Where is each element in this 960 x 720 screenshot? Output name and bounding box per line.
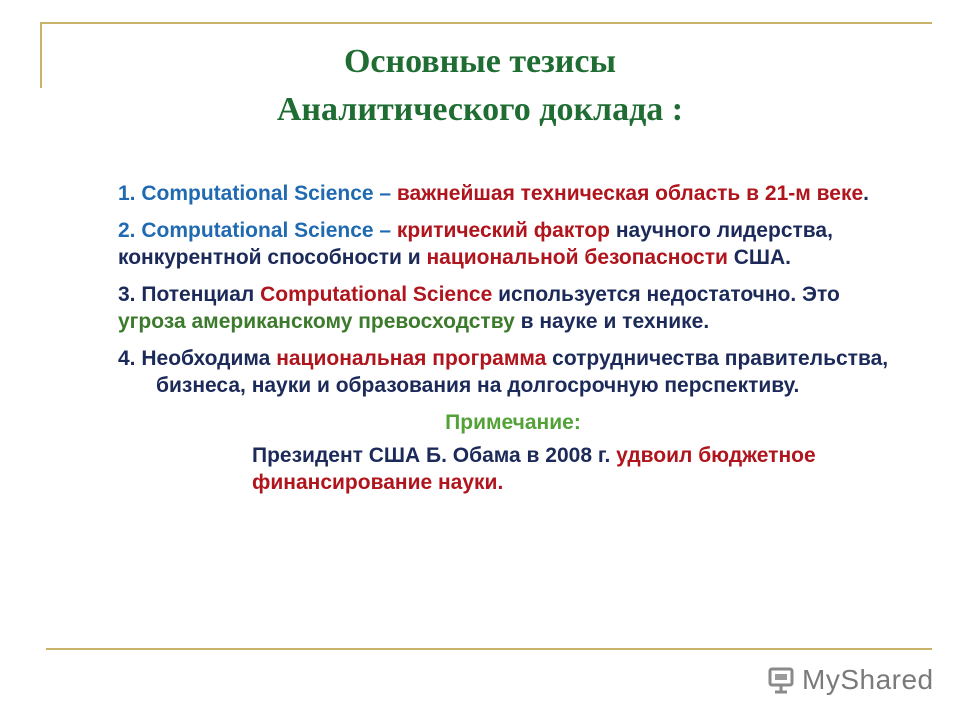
point-2-segment: научного лидерства, конкурентной способности и <box>118 219 833 269</box>
note-body <box>118 442 908 496</box>
point-3-segment: в науке и технике. <box>514 310 710 333</box>
bottom-divider <box>46 648 932 650</box>
title-line-1: Основные тезисы <box>343 43 617 80</box>
point-3 <box>118 281 908 335</box>
point-3-segment: Computational Science <box>260 283 493 306</box>
watermark-logo <box>766 660 934 700</box>
point-4-segment: сотрудничества правительства, бизнеса, науки и образования на долгосрочную перспективу. <box>156 347 889 397</box>
note-segment: удвоил бюджетное финансирование науки. <box>252 444 816 494</box>
point-1-segment: . <box>863 182 869 205</box>
point-2-segment: национальной безопасности <box>426 246 728 269</box>
point-2-segment: 2. Computational Science – <box>118 219 397 242</box>
point-3-segment: угроза американскому превосходству <box>118 310 515 333</box>
point-2-segment: критический фактор <box>396 219 611 242</box>
note-heading: Примечание: <box>445 411 581 434</box>
point-3-segment: 3. Потенциал <box>118 283 261 306</box>
note-segment: Президент США Б. Обама в 2008 г. <box>252 444 617 467</box>
presentation-screen-icon <box>766 665 796 695</box>
point-2 <box>118 217 908 271</box>
watermark-text: MyShared <box>802 664 934 695</box>
point-4-segment: 4. Необходима <box>118 347 277 370</box>
top-divider <box>40 22 932 24</box>
point-4 <box>118 345 908 399</box>
point-1 <box>118 180 908 207</box>
title-line-2: Аналитического доклада : <box>276 91 684 128</box>
slide-title <box>0 38 960 134</box>
point-2-segment: США. <box>727 246 792 269</box>
point-4-segment: национальная программа <box>276 347 547 370</box>
slide-content <box>118 180 908 506</box>
point-3-segment: используется недостаточно. Это <box>492 283 840 306</box>
point-1-segment: важнейшая техническая область в 21-м веке <box>396 182 864 205</box>
point-1-segment: 1. Computational Science – <box>118 182 397 205</box>
